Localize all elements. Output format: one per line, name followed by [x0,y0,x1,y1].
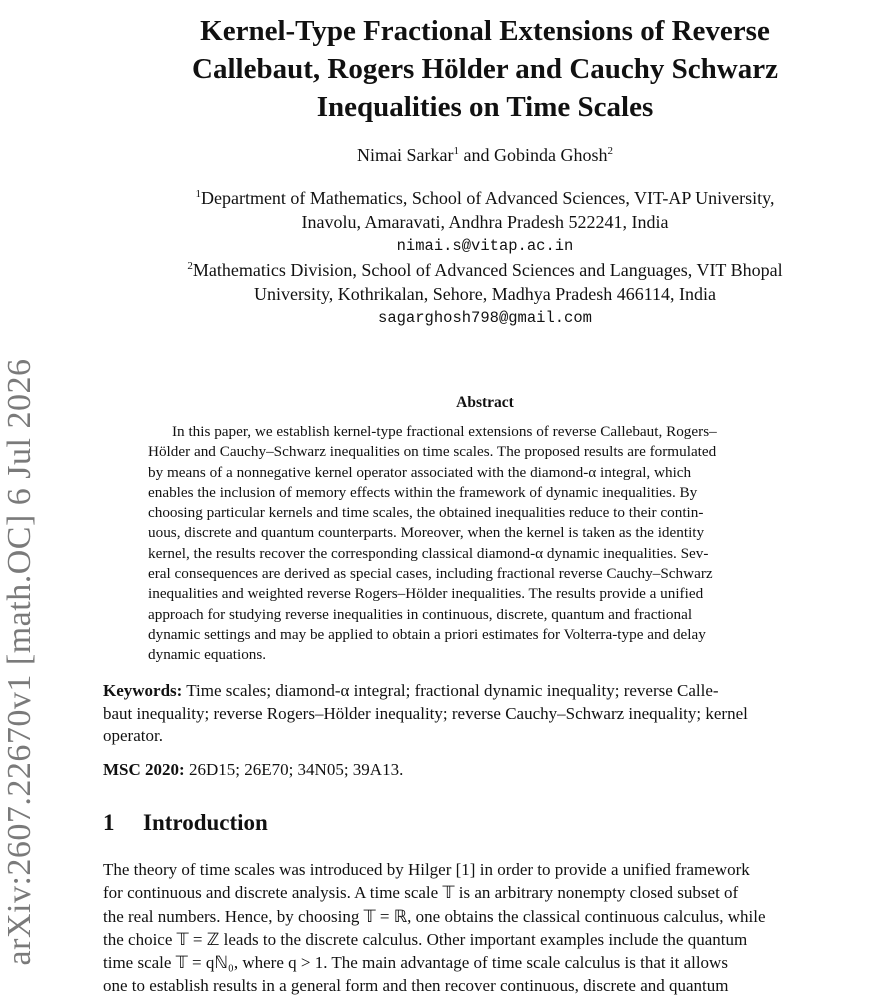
abstract-line: approach for studying reverse inequalities in continuous, discrete, quantum and fractional [148,605,693,623]
author-email[interactable]: sagarghosh798@gmail.com [378,309,592,327]
arxiv-side-stamp: arXiv:2607.22670v1 [math.OC] 6 Jul 2026 [1,358,38,966]
author-affil-marker: 2 [607,145,613,157]
abstract-line: dynamic equations. [148,646,267,664]
keywords-label: Keywords: [103,681,183,700]
affiliations [110,186,860,330]
abstract-line: kernel, the results recover the corresponding classical diamond-α dynamic inequalities. Sev- [148,544,709,562]
affiliation-text: Department of Mathematics, School of Advanced Sciences, VIT-AP University, [200,188,775,208]
affiliation-text: Mathematics Division, School of Advanced Sciences and Languages, VIT Bhopal [192,260,783,280]
keywords-line: operator. [103,726,163,745]
abstract-body [148,422,818,666]
abstract-line: uous, discrete and quantum counterparts. Moreover, when the kernel is taken as the identity [148,524,705,542]
author-connector: and [458,145,494,165]
title-line: Inequalities on Time Scales [316,91,654,123]
abstract-heading: Abstract [456,394,514,411]
affiliation-line [110,258,860,282]
affiliation-line: Inavolu, Amaravati, Andhra Pradesh 522241, India [301,212,669,232]
title-line: Kernel-Type Fractional Extensions of Reverse [200,15,770,47]
affil-marker: 1 [195,188,201,200]
abstract-line: inequalities and weighted reverse Rogers–Hölder inequalities. The results provide a unified [148,585,704,603]
introduction-body [103,858,863,998]
author-affil-marker: 1 [453,145,459,157]
affiliation-line: University, Kothrikalan, Sehore, Madhya Pradesh 466114, India [253,284,717,304]
author-name: Nimai Sarkar [357,145,454,165]
paper-title [120,12,850,126]
keywords-line: baut inequality; reverse Rogers–Hölder inequality; reverse Cauchy–Schwarz inequality; kernel [103,703,748,723]
abstract-line: Hölder and Cauchy–Schwarz inequalities on time scales. The proposed results are formulated [148,443,717,461]
keywords-line [103,680,863,703]
body-line: the choice 𝕋 = ℤ leads to the discrete calculus. Other important examples include the quantum [103,929,748,949]
body-line: time scale 𝕋 = qℕ₀, where q > 1. The main advantage of time scale calculus is that it allows [103,953,728,973]
section-number: 1 [103,810,115,835]
section-title: Introduction [143,810,268,835]
body-line: for continuous and discrete analysis. A time scale 𝕋 is an arbitrary nonempty closed subset of [103,883,739,903]
keywords-block [103,680,863,748]
abstract-line: by means of a nonnegative kernel operator associated with the diamond-α integral, which [148,463,692,481]
abstract-line: dynamic settings and may be applied to obtain a priori estimates for Volterra-type and delay [148,625,706,643]
abstract-line: In this paper, we establish kernel-type fractional extensions of reverse Callebaut, Rogers– [172,423,717,440]
affiliation-line [110,186,860,210]
abstract-line: enables the inclusion of memory effects within the framework of dynamic inequalities. By [148,483,698,501]
title-line: Callebaut, Rogers Hölder and Cauchy Schwarz [192,53,778,85]
author-email[interactable]: nimai.s@vitap.ac.in [396,237,574,255]
abstract-line: choosing particular kernels and time scales, the obtained inequalities reduce to their contin- [148,504,704,522]
msc-label: MSC 2020: [103,760,185,779]
author-list [120,145,850,166]
msc-classification [103,760,403,780]
affil-marker: 2 [187,260,193,272]
body-line: the real numbers. Hence, by choosing 𝕋 = ℝ, one obtains the classical continuous calculus, while [103,906,766,926]
body-line: one to establish results in a general form and then recover continuous, discrete and quantum [103,976,729,996]
keywords-text: Time scales; diamond-α integral; fractional dynamic inequality; reverse Calle- [182,681,719,700]
abstract-line: eral consequences are derived as special cases, including fractional reverse Cauchy–Schwarz [148,565,713,583]
author-name: Gobinda Ghosh [493,145,608,165]
section-heading [103,810,268,836]
msc-codes: 26D15; 26E70; 34N05; 39A13. [184,760,404,779]
body-line: The theory of time scales was introduced by Hilger [1] in order to provide a unified framework [103,860,750,879]
